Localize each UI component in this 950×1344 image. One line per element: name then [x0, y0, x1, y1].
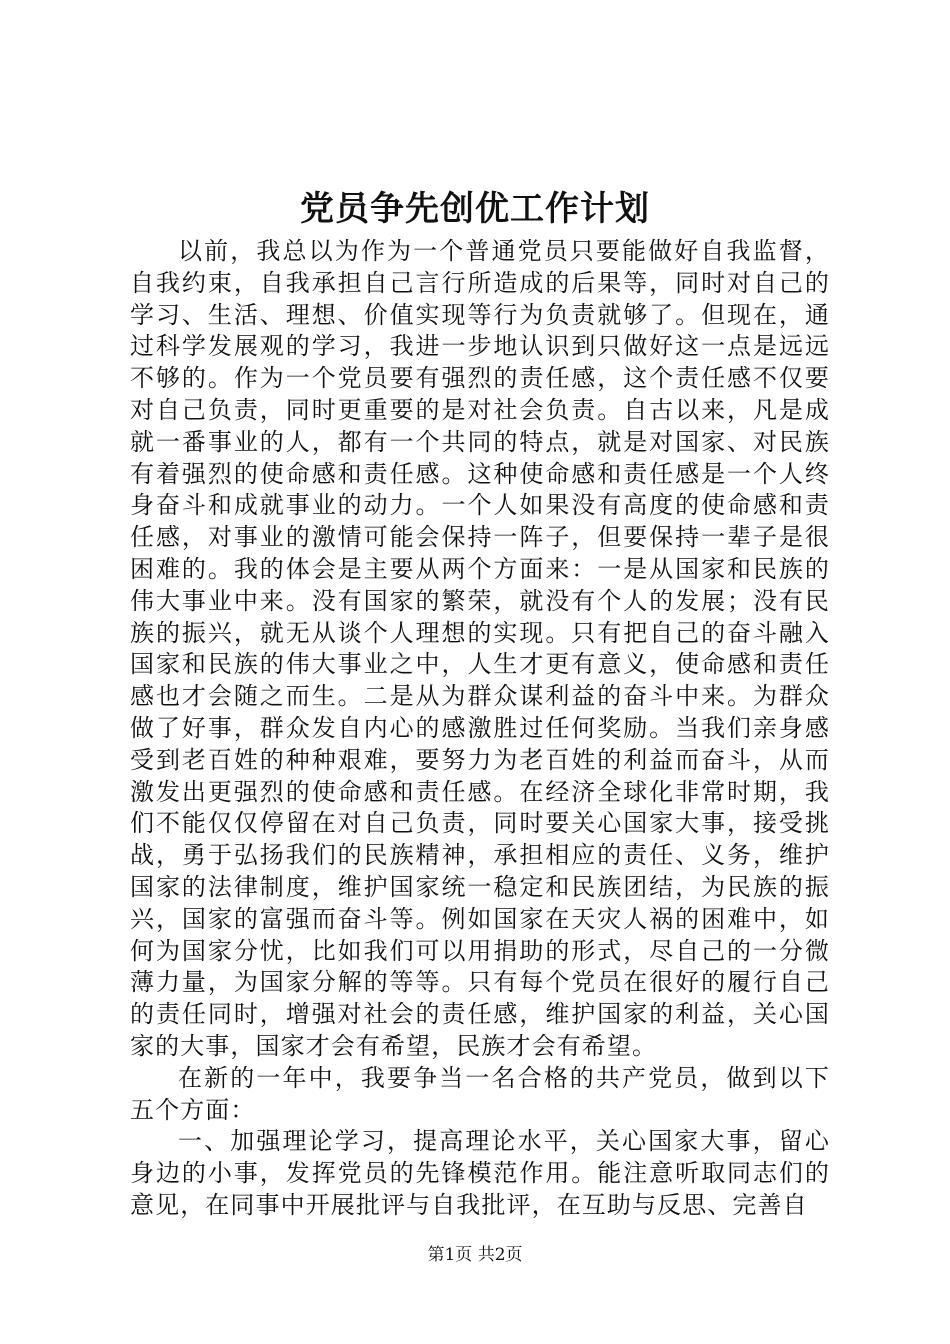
page-footer: 第1页 共2页	[427, 1245, 523, 1265]
paragraph-1: 以前，我总以为作为一个普通党员只要能做好自我监督，自我约束，自我承担自己言行所造成的后果等，同时对自己的学习、生活、理想、价值实现等行为负责就够了。但现在，通过科学发展观的学习，我进一步地认识到只做好这一点是远远不够的。作为一个党员要有强烈的责任感，这个责任感不仅要对自己负责，同时更重要的是对社会负责。自古以来，凡是成就一番事业的人，都有一个共同的特点，就是对国家、对民族有着强烈的使命感和责任感。这种使命感和责任感是一个人终身奋斗和成就事业的动力。一个人如果没有高度的使命感和责任感，对事业的激情可能会保持一阵子，但要保持一辈子是很困难的。我的体会是主要从两个方面来：一是从国家和民族的伟大事业中来。没有国家的繁荣，就没有个人的发展；没有民族的振兴，就无从谈个人理想的实现。只有把自己的奋斗融入国家和民族的伟大事业之中，人生才更有意义，使命感和责任感也才会随之而生。二是从为群众谋利益的奋斗中来。为群众做了好事，群众发自内心的感激胜过任何奖励。当我们亲身感受到老百姓的种种艰难，要努力为老百姓的利益而奋斗，从而激发出更强烈的使命感和责任感。在经济全球化非常时期，我们不能仅仅停留在对自己负责，同时要关心国家大事，接受挑战，勇于弘扬我们的民族精神，承担相应的责任、义务，维护国家的法律制度，维护国家统一稳定和民族团结，为民族的振兴，国家的富强而奋斗等。例如国家在天灾人祸的困难中，如何为国家分忧，比如我们可以用捐助的形式，尽自己的一分微薄力量，为国家分解的等等。只有每个党员在很好的履行自己的责任同时，增强对社会的责任感，维护国家的利益，关心国家的大事，国家才会有希望，民族才会有希望。	[130, 237, 830, 1060]
document-body	[130, 236, 830, 1222]
paragraph-2: 在新的一年中，我要争当一名合格的共产党员，做到以下五个方面：	[130, 1063, 830, 1124]
paragraph-3: 一、加强理论学习，提高理论水平，关心国家大事，留心身边的小事，发挥党员的先锋模范作用。能注意听取同志们的意见，在同事中开展批评与自我批评，在互助与反思、完善自	[130, 1127, 830, 1219]
document-title: 党员争先创优工作计划	[300, 189, 650, 229]
